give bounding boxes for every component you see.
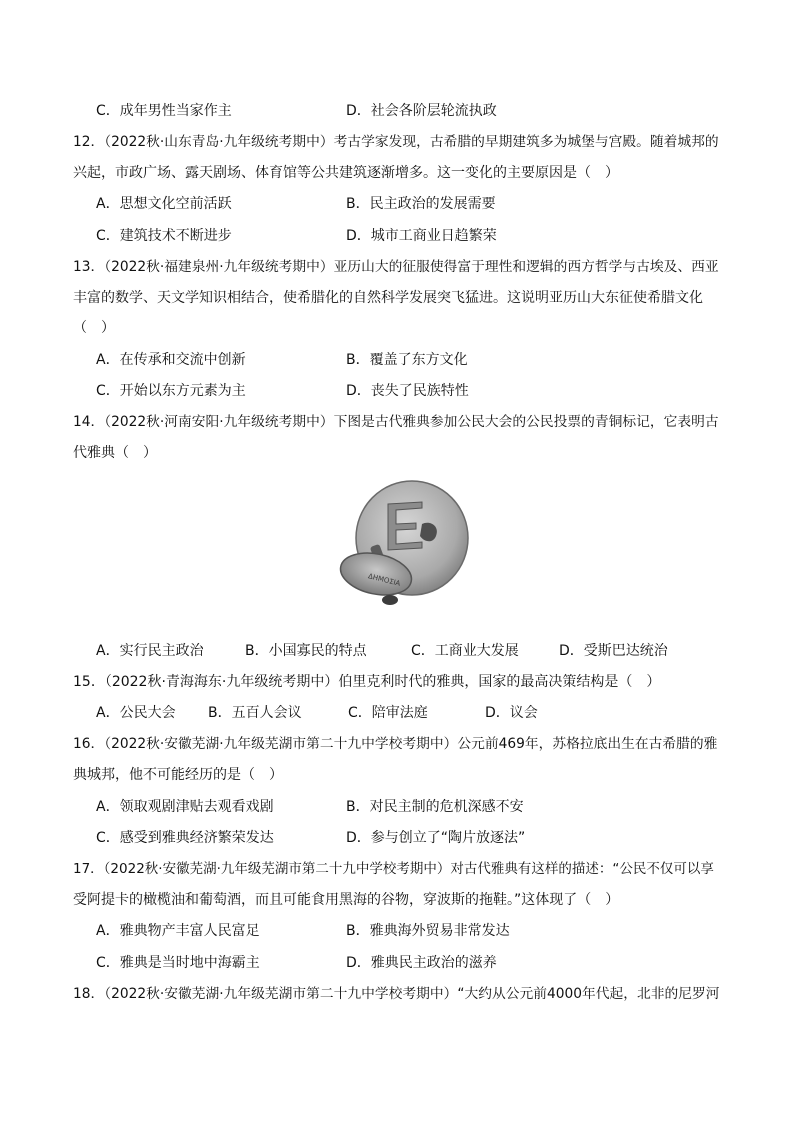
q14-option-b: B．小国寡民的特点 bbox=[245, 643, 367, 659]
q16-option-c: C．感受到雅典经济繁荣发达 bbox=[96, 830, 274, 846]
q18-stem-line-1: 18．（2022秋·安徽芜湖·九年级芜湖市第二十九中学校考期中）“大约从公元前4000年代起，北非的尼罗河 bbox=[73, 986, 720, 1002]
q16-stem-line-1: 16．（2022秋·安徽芜湖·九年级芜湖市第二十九中学校考期中）公元前469年，苏格拉底出生在古希腊的雅 bbox=[73, 736, 718, 752]
q11-option-d: D．社会各阶层轮流执政 bbox=[346, 103, 497, 119]
q13-option-c: C．开始以东方元素为主 bbox=[96, 383, 246, 399]
q11-option-c: C．成年男性当家作主 bbox=[96, 103, 232, 119]
q15-option-a: A．公民大会 bbox=[96, 705, 176, 721]
q12-option-b: B．民主政治的发展需要 bbox=[346, 196, 496, 212]
q15-option-d: D．议会 bbox=[485, 705, 538, 721]
q17-option-b: B．雅典海外贸易非常发达 bbox=[346, 923, 510, 939]
q14-option-a: A．实行民主政治 bbox=[96, 643, 204, 659]
q16-option-b: B．对民主制的危机深感不安 bbox=[346, 799, 524, 815]
q13-stem-line-1: 13．（2022秋·福建泉州·九年级统考期中）亚历山大的征服使得富于理性和逻辑的西方哲学与古埃及、西亚 bbox=[73, 259, 719, 275]
q13-option-b: B．覆盖了东方文化 bbox=[346, 352, 468, 368]
q14-option-d: D．受斯巴达统治 bbox=[559, 643, 668, 659]
q13-stem-line-3: （ ） bbox=[73, 320, 115, 336]
q17-stem-line-1: 17．（2022秋·安徽芜湖·九年级芜湖市第二十九中学校考期中）对古代雅典有这样的描述：“公民不仅可以享 bbox=[73, 861, 714, 877]
q16-stem-line-2: 典城邦，他不可能经历的是（ ） bbox=[73, 767, 283, 783]
q12-option-d: D．城市工商业日趋繁荣 bbox=[346, 228, 497, 244]
q12-option-a: A．思想文化空前活跃 bbox=[96, 196, 232, 212]
q13-option-a: A．在传承和交流中创新 bbox=[96, 352, 246, 368]
q14-option-c: C．工商业大发展 bbox=[411, 643, 519, 659]
bronze-voting-token-image bbox=[330, 478, 472, 614]
q13-option-d: D．丧失了民族特性 bbox=[346, 383, 469, 399]
q15-option-c: C．陪审法庭 bbox=[348, 705, 428, 721]
q17-option-a: A．雅典物产丰富人民富足 bbox=[96, 923, 260, 939]
q15-stem-line-1: 15．（2022秋·青海海东·九年级统考期中）伯里克利时代的雅典，国家的最高决策结构是（ ） bbox=[73, 674, 661, 690]
q12-option-c: C．建筑技术不断进步 bbox=[96, 228, 232, 244]
q17-option-d: D．雅典民主政治的滋养 bbox=[346, 955, 497, 971]
q17-option-c: C．雅典是当时地中海霸主 bbox=[96, 955, 260, 971]
q15-option-b: B．五百人会议 bbox=[208, 705, 302, 721]
q14-stem-line-1: 14．（2022秋·河南安阳·九年级统考期中）下图是古代雅典参加公民大会的公民投票的青铜标记，它表明古 bbox=[73, 414, 719, 430]
q12-stem-line-2: 兴起，市政广场、露天剧场、体育馆等公共建筑逐渐增多。这一变化的主要原因是（ ） bbox=[73, 165, 619, 181]
q16-option-a: A．领取观剧津贴去观看戏剧 bbox=[96, 799, 274, 815]
q14-stem-line-2: 代雅典（ ） bbox=[73, 445, 157, 461]
q17-stem-line-2: 受阿提卡的橄榄油和葡萄酒，而且可能食用黑海的谷物，穿波斯的拖鞋。”这体现了（ ） bbox=[73, 892, 620, 908]
q16-option-d: D．参与创立了“陶片放逐法” bbox=[346, 830, 526, 846]
svg-text:ΔΗΜΟΣΙΑ: ΔΗΜΟΣΙΑ bbox=[367, 572, 402, 588]
q12-stem-line-1: 12．（2022秋·山东青岛·九年级统考期中）考古学家发现，古希腊的早期建筑多为城堡与宫殿。随着城邦的 bbox=[73, 134, 719, 150]
q13-stem-line-2: 丰富的数学、天文学知识相结合，使希腊化的自然科学发展突飞猛进。这说明亚历山大东征使希腊文化 bbox=[73, 290, 703, 306]
